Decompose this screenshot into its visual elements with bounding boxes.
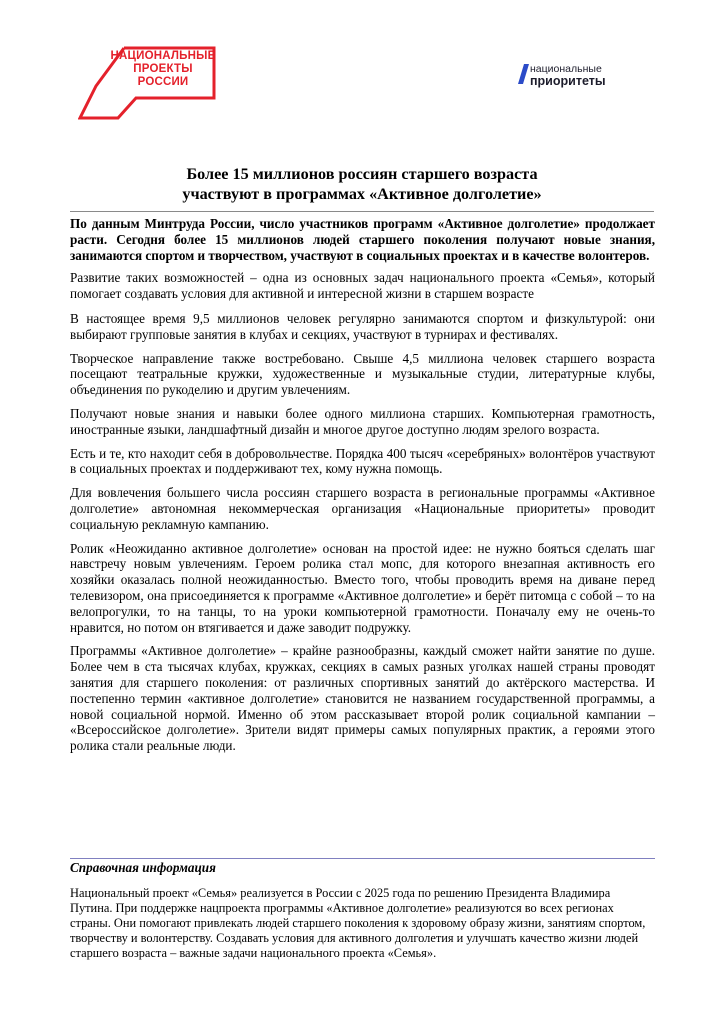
document-title — [70, 164, 654, 204]
logo-line-2: ПРОЕКТЫ — [133, 63, 193, 75]
reference-body: Национальный проект «Семья» реализуется в России с 2025 года по решению Президента Владимира Путина. При поддержке нацпроекта программы «Активное долголетие» реализуются во всех регионах страны. Они помогают привлекать людей старшего поколения к здоровому образу жизни, занятиям спортом, творчеству и волонтерству. Создавать условия для активного долголетия и улучшать качество жизни людей старшего возраста – важные задачи национального проекта «Семья». — [70, 886, 646, 961]
paragraph: Программы «Активное долголетие» – крайне разнообразны, каждый сможет найти занятие по душе. Более чем в ста тысячах клубах, кружках, секциях в самых разных уголках нашей страны проводят занятия для старшего поколения: от различных спортивных занятий до актёрского мастерства. И постепенно термин «активное долголетие» становится не названием государственной программы, а новой социальной нормой. Именно об этом рассказывает второй ролик социальной кампании – «Всероссийское долголетие». Зрители видят примеры самых популярных практик, а героями этого ролика стали реальные люди. — [70, 643, 655, 754]
reference-divider — [70, 858, 655, 859]
paragraph: Для вовлечения большего числа россиян старшего возраста в региональные программы «Активное долголетие» автономная некоммерческая организация «Национальные приоритеты» проводит социальную рекламную кампанию. — [70, 485, 655, 532]
paragraph: Есть и те, кто находит себя в добровольчестве. Порядка 400 тысяч «серебряных» волонтёров участвуют в социальных проектах и поддерживают тех, кому нужна помощь. — [70, 445, 655, 477]
national-priorities-logo — [530, 64, 606, 88]
logo-right-big: приоритеты — [530, 74, 606, 88]
reference-title: Справочная информация — [70, 860, 216, 875]
paragraph: В настоящее время 9,5 миллионов человек регулярно занимаются спортом и физкультурой: они выбирают групповые занятия в клубах и секциях, участвуют в турнирах и фестивалях. — [70, 310, 655, 342]
title-line-1: Более 15 миллионов россиян старшего возраста — [186, 165, 538, 183]
logo-line-3: РОССИИ — [137, 76, 189, 88]
paragraph: Развитие таких возможностей – одна из основных задач национального проекта «Семья», который помогает создавать условия для активной и интересной жизни в старшем возрасте — [70, 270, 655, 302]
logo-line-1: НАЦИОНАЛЬНЫЕ — [110, 50, 216, 62]
article-body — [70, 216, 655, 762]
paragraph: Творческое направление также востребовано. Свыше 4,5 миллиона человек старшего возраста посещают театральные кружки, художественные и музыкальные студии, литературные клубы, объединения по рукоделию и другим увлечениям. — [70, 350, 655, 398]
title-line-2: участвуют в программах «Активное долголетие» — [182, 185, 542, 203]
paragraph: Ролик «Неожиданно активное долголетие» основан на простой идее: не нужно бояться сделать шаг навстречу новым увлечениям. Героем ролика стал мопс, для которого внезапная активность его хозяйки оказалась полной неожиданностью. Вместо того, чтобы проводить время на диване перед телевизором, она присоединяется к программе «Активное долголетие» и берёт питомца с собой – то на велопрогулки, то на танцы, то на уроки компьютерной грамотности. Поначалу ему не очень-то нравится, но потом он втягивается и даже заводит подружку. — [70, 540, 655, 635]
logo-right-small: национальные — [530, 63, 602, 75]
lead-paragraph: По данным Минтруда России, число участников программ «Активное долголетие» продолжает расти. Сегодня более 15 миллионов людей старшего поколения получают новые знания, занимаются спортом и творчеством, участвуют в социальных проектах и в качестве волонтеров. — [70, 216, 655, 263]
paragraph: Получают новые знания и навыки более одного миллиона старших. Компьютерная грамотность, иностранные языки, ландшафтный дизайн и многое другое доступно людям зрелого возраста. — [70, 405, 655, 437]
title-divider — [70, 211, 654, 212]
national-projects-logo-text — [108, 50, 218, 89]
